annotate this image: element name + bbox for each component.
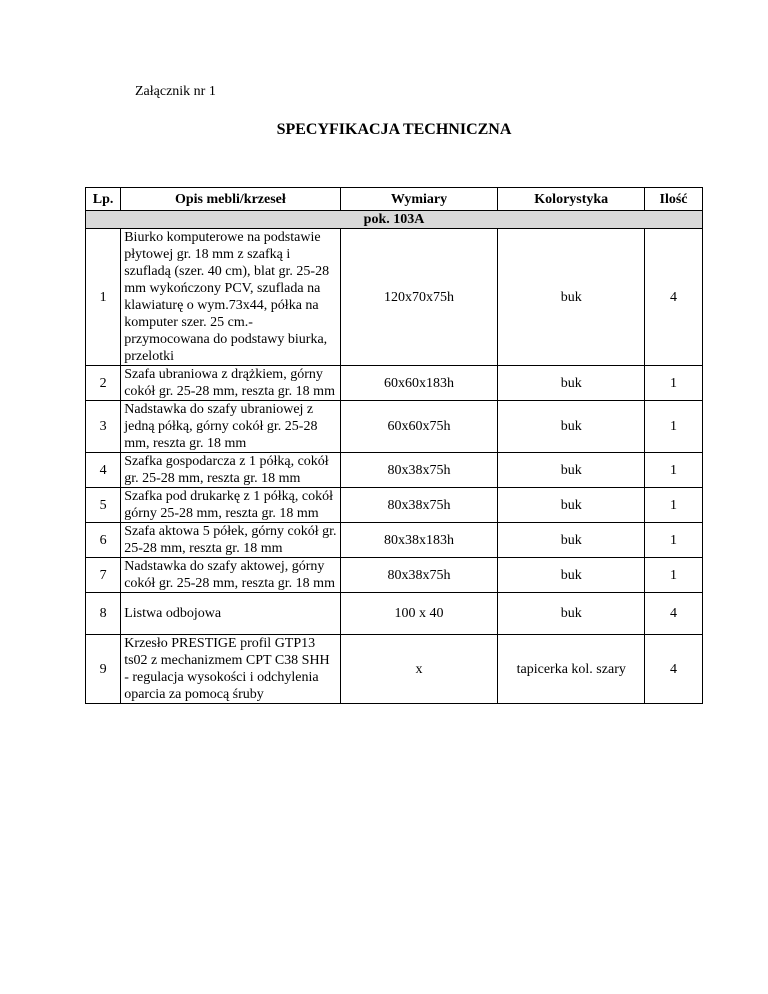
row-description: Nadstawka do szafy ubraniowej z jedną półką, górny cokół gr. 25-28 mm, reszta gr. 18 mm: [121, 401, 340, 453]
table-row: [86, 453, 703, 488]
row-number: 9: [86, 635, 121, 704]
row-description: Szafka gospodarcza z 1 półką, cokół gr. 25-28 mm, reszta gr. 18 mm: [121, 453, 340, 488]
row-dimensions: 80x38x183h: [340, 523, 498, 558]
section-label: pok. 103A: [86, 211, 703, 229]
column-header-color: Kolorystyka: [498, 188, 645, 211]
row-dimensions: 80x38x75h: [340, 488, 498, 523]
row-color: buk: [498, 229, 645, 366]
table-row: [86, 229, 703, 366]
column-header-description: Opis mebli/krzeseł: [121, 188, 340, 211]
row-quantity: 4: [645, 229, 703, 366]
table-row: [86, 593, 703, 635]
row-number: 8: [86, 593, 121, 635]
column-header-dimensions: Wymiary: [340, 188, 498, 211]
row-color: tapicerka kol. szary: [498, 635, 645, 704]
attachment-label: Załącznik nr 1: [135, 84, 216, 99]
row-number: 6: [86, 523, 121, 558]
row-dimensions: 80x38x75h: [340, 453, 498, 488]
row-quantity: 1: [645, 366, 703, 401]
table-row: [86, 558, 703, 593]
table-row: [86, 488, 703, 523]
row-color: buk: [498, 488, 645, 523]
row-description: Krzesło PRESTIGE profil GTP13 ts02 z mechanizmem CPT C38 SHH - regulacja wysokości i odchylenia oparcia za pomocą śruby: [121, 635, 340, 704]
row-description: Szafka pod drukarkę z 1 półką, cokół górny 25-28 mm, reszta gr. 18 mm: [121, 488, 340, 523]
table-row: [86, 635, 703, 704]
row-color: buk: [498, 558, 645, 593]
table-row: [86, 523, 703, 558]
row-dimensions: 120x70x75h: [340, 229, 498, 366]
column-header-lp: Lp.: [86, 188, 121, 211]
row-quantity: 1: [645, 558, 703, 593]
row-number: 5: [86, 488, 121, 523]
row-color: buk: [498, 523, 645, 558]
row-color: buk: [498, 453, 645, 488]
row-description: Szafa ubraniowa z drążkiem, górny cokół gr. 25-28 mm, reszta gr. 18 mm: [121, 366, 340, 401]
table-row: [86, 366, 703, 401]
row-dimensions: 80x38x75h: [340, 558, 498, 593]
row-number: 4: [86, 453, 121, 488]
row-quantity: 1: [645, 488, 703, 523]
table-row: [86, 401, 703, 453]
row-description: Listwa odbojowa: [121, 593, 340, 635]
row-dimensions: 100 x 40: [340, 593, 498, 635]
row-dimensions: 60x60x183h: [340, 366, 498, 401]
row-number: 2: [86, 366, 121, 401]
document-title: SPECYFIKACJA TECHNICZNA: [276, 121, 512, 138]
row-number: 3: [86, 401, 121, 453]
column-header-quantity: Ilość: [645, 188, 703, 211]
row-quantity: 4: [645, 593, 703, 635]
row-number: 7: [86, 558, 121, 593]
row-description: Biurko komputerowe na podstawie płytowej gr. 18 mm z szafką i szufladą (szer. 40 cm), blat gr. 25-28 mm wykończony PCV, szuflada na klawiaturę o wym.73x44, półka na komputer szer. 25 cm.- przymocowana do podstawy biurka, przelotki: [121, 229, 340, 366]
row-color: buk: [498, 401, 645, 453]
row-quantity: 4: [645, 635, 703, 704]
row-quantity: 1: [645, 523, 703, 558]
row-dimensions: 60x60x75h: [340, 401, 498, 453]
row-color: buk: [498, 593, 645, 635]
row-number: 1: [86, 229, 121, 366]
table-header-row: [86, 188, 703, 211]
row-dimensions: x: [340, 635, 498, 704]
row-description: Szafa aktowa 5 półek, górny cokół gr. 25-28 mm, reszta gr. 18 mm: [121, 523, 340, 558]
specification-table: [85, 187, 703, 704]
row-quantity: 1: [645, 453, 703, 488]
row-quantity: 1: [645, 401, 703, 453]
row-description: Nadstawka do szafy aktowej, górny cokół gr. 25-28 mm, reszta gr. 18 mm: [121, 558, 340, 593]
row-color: buk: [498, 366, 645, 401]
section-row: [86, 211, 703, 229]
